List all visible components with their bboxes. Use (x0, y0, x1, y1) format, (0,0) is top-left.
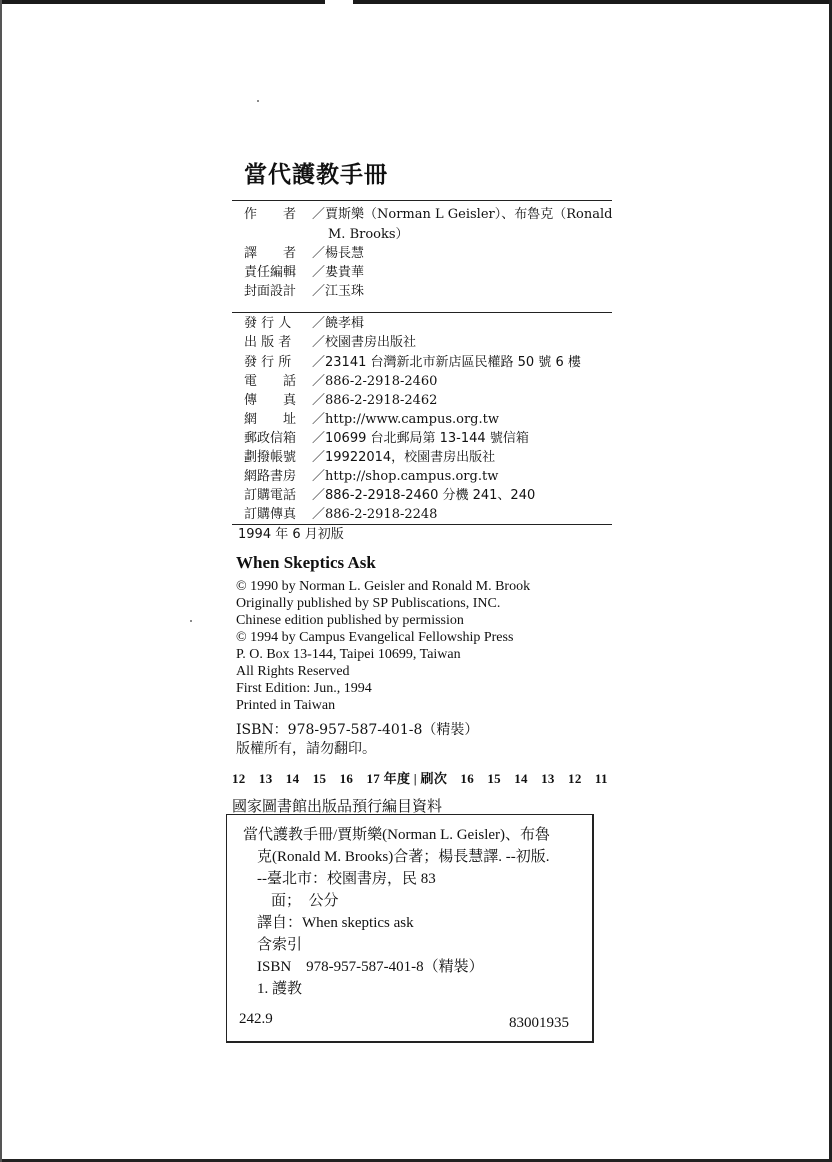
credits-rule (232, 312, 612, 313)
cip-line: --臺北市：校園書房，民 83 (257, 871, 436, 887)
pub-po-box: 郵政信箱 ／10699 台北郵局第 13-144 號信箱 (244, 431, 529, 446)
rights-line: 版權所有，請勿翻印。 (236, 741, 376, 757)
original-line: P. O. Box 13-144, Taipei 10699, Taiwan (236, 647, 461, 662)
cip-line: ISBN 978-957-587-401-8（精裝） (257, 959, 484, 975)
pub-fax: 傳 真 ／886-2-2918-2462 (244, 393, 438, 408)
pub-press: 出 版 者 ／校園書房出版社 (244, 335, 417, 350)
cip-line: 1. 護教 (257, 981, 303, 997)
print-number-line: 12 13 14 15 16 17 年度 | 刷次 16 15 14 13 12 11 (232, 771, 608, 786)
cip-line: 當代護教手冊/賈斯樂(Norman L. Geisler)、布魯 (243, 827, 551, 843)
credit-editor: 責任編輯 ／婁貴華 (244, 265, 365, 280)
cip-box (226, 814, 594, 1043)
title-rule (232, 200, 612, 201)
credit-translator: 譯 者 ／楊長慧 (244, 246, 365, 261)
cip-classification: 242.9 (239, 1011, 273, 1027)
scan-speck (190, 620, 192, 622)
scan-speck (257, 100, 259, 102)
credit-cover-design: 封面設計 ／江玉珠 (244, 284, 365, 299)
cip-heading: 國家圖書館出版品預行編目資料 (232, 797, 443, 815)
pub-address: 發 行 所 ／23141 台灣新北市新店區民權路 50 號 6 樓 (244, 355, 581, 370)
edition-line: 1994 年 6 月初版 (238, 527, 344, 542)
scan-edge-top (0, 0, 832, 4)
cip-line: 譯自：When skeptics ask (257, 915, 414, 931)
original-title: When Skeptics Ask (236, 553, 376, 572)
original-line: Originally published by SP Publiscations, INC. (236, 596, 501, 611)
original-line: First Edition: Jun., 1994 (236, 681, 372, 696)
original-line: All Rights Reserved (236, 664, 350, 679)
cip-line: 克(Ronald M. Brooks)合著；楊長慧譯. --初版. (257, 849, 550, 865)
cip-line: 含索引 (257, 937, 303, 953)
pub-website: 網 址 ／http://www.campus.org.tw (244, 412, 499, 427)
isbn-line: ISBN：978-957-587-401-8（精裝） (236, 722, 479, 738)
original-line: Printed in Taiwan (236, 698, 336, 713)
cip-record-number: 83001935 (509, 1015, 569, 1031)
pub-online-store: 網路書房 ／http://shop.campus.org.tw (244, 469, 499, 484)
publisher-rule (232, 524, 612, 525)
scan-edge-gap (325, 0, 353, 4)
pub-order-phone: 訂購電話 ／886-2-2918-2460 分機 241、240 (244, 488, 536, 503)
credit-author-continued: M. Brooks） (328, 227, 409, 242)
pub-order-fax: 訂購傳真 ／886-2-2918-2248 (244, 507, 438, 522)
pub-transfer-account: 劃撥帳號 ／19922014，校園書房出版社 (244, 450, 496, 465)
original-line: © 1990 by Norman L. Geisler and Ronald M. Brook (236, 579, 531, 594)
original-line: © 1994 by Campus Evangelical Fellowship Press (236, 630, 514, 645)
pub-publisher: 發 行 人 ／饒孝楫 (244, 316, 365, 331)
book-title: 當代護教手冊 (244, 162, 388, 188)
scan-edge-left (0, 0, 2, 1162)
pub-phone: 電 話 ／886-2-2918-2460 (244, 374, 438, 389)
original-line: Chinese edition published by permission (236, 613, 464, 628)
credit-author: 作 者 ／賈斯樂（Norman L Geisler）、布魯克（Ronald (244, 207, 613, 222)
cip-line: 面； 公分 (271, 893, 339, 909)
